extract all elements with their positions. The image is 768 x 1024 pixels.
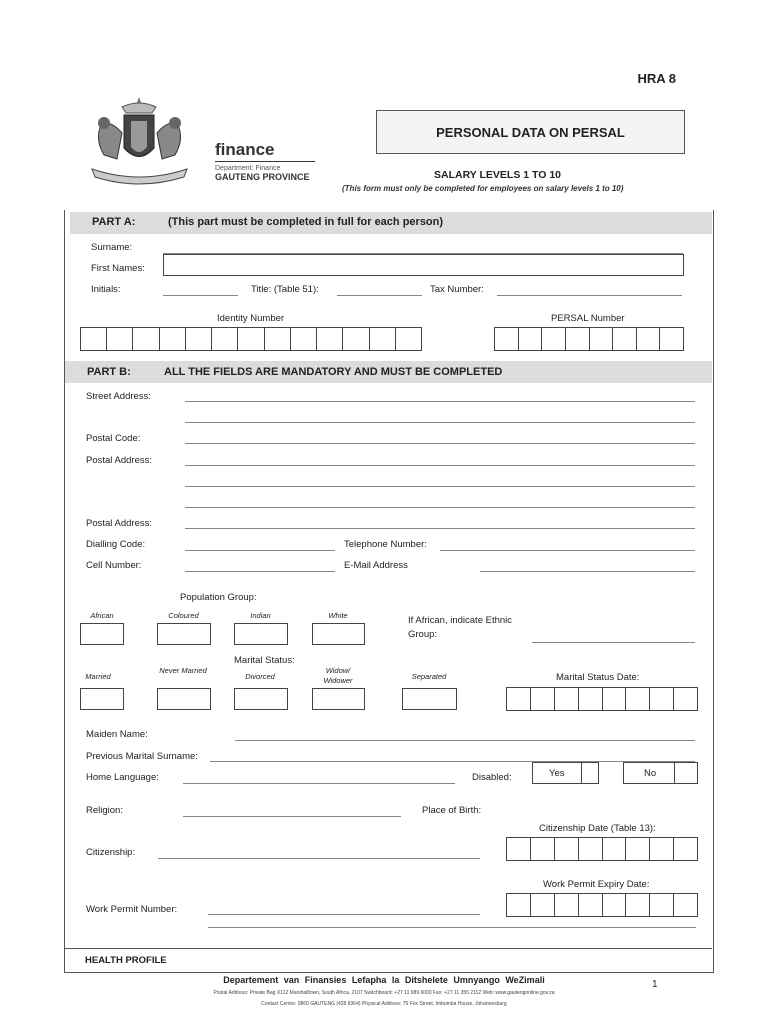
ethnic-group-label: If African, indicate Ethnic Group: (408, 615, 513, 640)
divorced-checkbox[interactable] (234, 688, 288, 710)
postal-address-field-3[interactable] (185, 507, 695, 508)
identity-number-label: Identity Number (217, 313, 285, 324)
work-permit-number-label: Work Permit Number: (86, 904, 178, 915)
religion-field[interactable] (183, 816, 401, 817)
persal-number-boxes[interactable] (494, 327, 684, 351)
street-address-field-2[interactable] (185, 422, 695, 423)
surname-label: Surname: (91, 242, 133, 253)
marital-status-label: Marital Status: (234, 655, 295, 666)
pop-african-checkbox[interactable] (80, 623, 124, 645)
religion-label: Religion: (86, 805, 123, 816)
part-b-header (65, 361, 712, 383)
marital-option-widow: Widow/ Widower (323, 666, 353, 685)
citizenship-date-label: Citizenship Date (Table 13): (539, 823, 656, 834)
tax-number-label: Tax Number: (430, 284, 484, 295)
postal-address-label: Postal Address: (86, 455, 153, 466)
page-number: 1 (652, 979, 658, 990)
pop-option-african: African (90, 611, 114, 620)
initials-field[interactable] (163, 295, 238, 296)
never-married-checkbox[interactable] (157, 688, 211, 710)
first-names-label: First Names: (91, 263, 145, 274)
maiden-name-field[interactable] (235, 740, 695, 741)
no-label: No (644, 768, 657, 779)
title-field[interactable] (337, 295, 422, 296)
street-address-label: Street Address: (86, 391, 151, 402)
home-language-field[interactable] (183, 783, 455, 784)
citizenship-field[interactable] (158, 858, 480, 859)
postal-code-field[interactable] (185, 443, 695, 444)
marital-option-married: Married (85, 672, 111, 681)
marital-status-date-label: Marital Status Date: (556, 672, 640, 683)
place-of-birth-label: Place of Birth: (422, 805, 482, 816)
part-a-instruction: (This part must be completed in full for each person) (168, 216, 444, 228)
health-profile-heading: HEALTH PROFILE (85, 955, 167, 966)
home-language-label: Home Language: (86, 772, 159, 783)
part-a-heading: PART A: (92, 216, 136, 228)
maiden-name-label: Maiden Name: (86, 729, 148, 740)
citizenship-date-boxes[interactable] (506, 837, 698, 861)
footer-postal-info: Postal Address: Private Bag X112 Marshalltown, South Africa, 2107 Switchboard: +27 11 689 6000 Fax: +27 11 355 2112 Web: www.gautengonline.gov.za (213, 990, 555, 996)
postal-address-2-field[interactable] (185, 528, 695, 529)
cell-number-field[interactable] (185, 571, 335, 572)
postal-address-2-label: Postal Address: (86, 518, 153, 529)
population-group-label: Population Group: (180, 592, 257, 603)
widow-checkbox[interactable] (312, 688, 365, 710)
form-title: PERSONAL DATA ON PERSAL (376, 110, 685, 154)
separated-checkbox[interactable] (402, 688, 457, 710)
brand-block (215, 140, 315, 182)
pop-option-indian: Indian (250, 611, 271, 620)
dialling-code-label: Dialling Code: (86, 539, 146, 550)
coat-of-arms-logo (82, 93, 197, 188)
email-field[interactable] (480, 571, 695, 572)
part-b-instruction: ALL THE FIELDS ARE MANDATORY AND MUST BE COMPLETED (164, 366, 503, 378)
street-address-field[interactable] (185, 401, 695, 402)
health-profile-divider (64, 948, 712, 949)
tax-number-field[interactable] (497, 295, 682, 296)
telephone-number-field[interactable] (440, 550, 695, 551)
pop-white-checkbox[interactable] (312, 623, 365, 645)
pop-option-white: White (328, 611, 348, 620)
pop-coloured-checkbox[interactable] (157, 623, 211, 645)
marital-option-separated: Separated (411, 672, 447, 681)
pop-option-coloured: Coloured (168, 611, 199, 620)
previous-surname-label: Previous Marital Surname: (86, 751, 198, 762)
brand-name: finance (215, 140, 315, 162)
initials-label: Initials: (91, 284, 121, 295)
marital-status-date-boxes[interactable] (506, 687, 698, 711)
disabled-no-option[interactable] (623, 762, 698, 784)
brand-department: Department: Finance (215, 165, 281, 172)
work-permit-number-field[interactable] (208, 914, 480, 915)
footer-department-names: Departement van Finansies Lefapha la Ditshelete Umnyango WeZimali (223, 975, 545, 985)
title-label: Title: (Table 51): (251, 284, 319, 295)
footer-contact-info: Contact Centre: 0860 GAUTENG (428 8364) Physical Address: 75 Fox Street, Imbumba House, Johannesburg (261, 1001, 507, 1007)
disabled-yes-option[interactable] (532, 762, 599, 784)
identity-number-boxes[interactable] (80, 327, 422, 351)
work-permit-number-field-2[interactable] (208, 927, 696, 928)
work-permit-expiry-boxes[interactable] (506, 893, 698, 917)
disabled-label: Disabled: (472, 772, 512, 783)
married-checkbox[interactable] (80, 688, 124, 710)
citizenship-label: Citizenship: (86, 847, 136, 858)
postal-code-label: Postal Code: (86, 433, 141, 444)
first-names-field[interactable] (163, 254, 684, 276)
telephone-number-label: Telephone Number: (344, 539, 427, 550)
form-subtitle: SALARY LEVELS 1 TO 10 (434, 169, 562, 181)
postal-address-field-2[interactable] (185, 486, 695, 487)
part-a-header (70, 212, 712, 234)
yes-label: Yes (549, 768, 565, 779)
marital-option-never-married: Never Married (159, 666, 207, 675)
postal-address-field[interactable] (185, 465, 695, 466)
marital-option-divorced: Divorced (245, 672, 275, 681)
dialling-code-field[interactable] (185, 550, 335, 551)
work-permit-expiry-label: Work Permit Expiry Date: (543, 879, 650, 890)
cell-number-label: Cell Number: (86, 560, 142, 571)
form-note: (This form must only be completed for employees on salary levels 1 to 10) (342, 184, 624, 193)
persal-number-label: PERSAL Number (551, 313, 625, 324)
pop-indian-checkbox[interactable] (234, 623, 288, 645)
part-b-heading: PART B: (87, 366, 131, 378)
ethnic-group-field[interactable] (532, 642, 695, 643)
form-code: HRA 8 (637, 71, 676, 86)
brand-province: GAUTENG PROVINCE (215, 172, 310, 182)
email-label: E-Mail Address (344, 560, 408, 571)
